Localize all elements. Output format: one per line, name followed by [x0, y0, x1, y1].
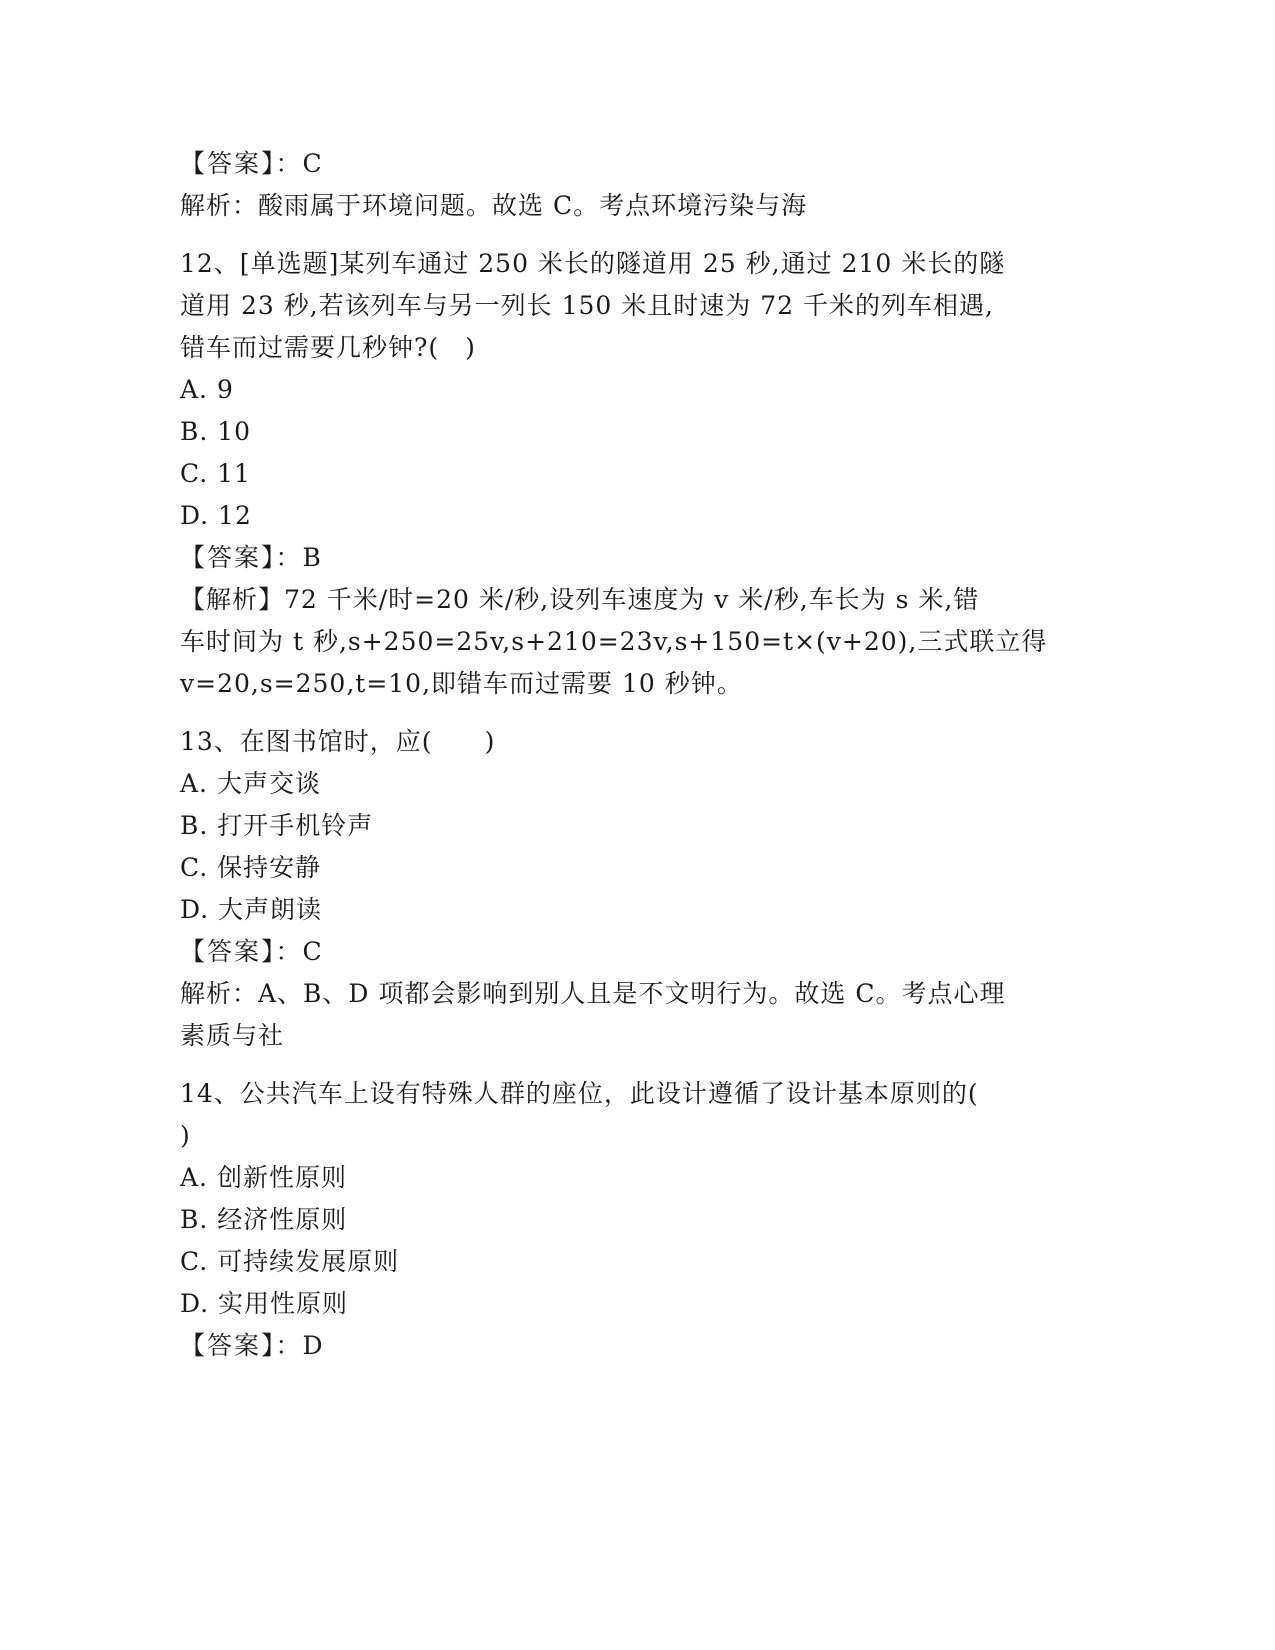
option-b: B. 打开手机铃声: [180, 811, 374, 840]
option-a: A. 大声交谈: [180, 769, 321, 798]
option-a: A. 9: [180, 375, 234, 404]
option-d: D. 大声朗读: [180, 895, 323, 924]
option-a: A. 创新性原则: [180, 1163, 347, 1192]
document-page: [180, 143, 1050, 1367]
question-stem-line: 错车而过需要几秒钟?( ): [180, 333, 476, 362]
option-c: C. 11: [180, 459, 251, 488]
question-stem-line: 14、公共汽车上设有特殊人群的座位，此设计遵循了设计基本原则的(: [180, 1079, 979, 1108]
option-c: C. 可持续发展原则: [180, 1247, 400, 1276]
question-13: [180, 721, 1050, 1057]
option-b: B. 10: [180, 417, 252, 446]
analysis-line: 解析：酸雨属于环境问题。故选 C。考点环境污染与海: [180, 191, 808, 220]
analysis-line: 素质与社: [180, 1021, 285, 1050]
answer-line: 【答案】：C: [180, 937, 324, 966]
answer-line: 【答案】：D: [180, 1331, 325, 1360]
question-12: [180, 243, 1050, 705]
answer-line: 【答案】：C: [180, 149, 324, 178]
option-b: B. 经济性原则: [180, 1205, 348, 1234]
question-stem-line: 13、在图书馆时，应( ): [180, 727, 496, 756]
analysis-line: 【解析】72 千米/时=20 米/秒,设列车速度为 v 米/秒,车长为 s 米,错: [180, 585, 980, 614]
question-stem-line: 道用 23 秒,若该列车与另一列长 150 米且时速为 72 千米的列车相遇,: [180, 291, 994, 320]
option-d: D. 实用性原则: [180, 1289, 349, 1318]
analysis-line: 解析：A、B、D 项都会影响到别人且是不文明行为。故选 C。考点心理: [180, 979, 1006, 1008]
answer-line: 【答案】：B: [180, 543, 323, 572]
question-stem-line: ): [180, 1121, 191, 1150]
option-d: D. 12: [180, 501, 252, 530]
analysis-line: v=20,s=250,t=10,即错车而过需要 10 秒钟。: [180, 669, 743, 698]
question-stem-line: 12、[单选题]某列车通过 250 米长的隧道用 25 秒,通过 210 米长的隧: [180, 249, 1006, 278]
question-14: [180, 1073, 1050, 1367]
option-c: C. 保持安静: [180, 853, 322, 882]
analysis-line: 车时间为 t 秒,s+250=25v,s+210=23v,s+150=t×(v+20),三式联立得: [180, 627, 1048, 656]
question-11-tail: [180, 143, 1050, 227]
